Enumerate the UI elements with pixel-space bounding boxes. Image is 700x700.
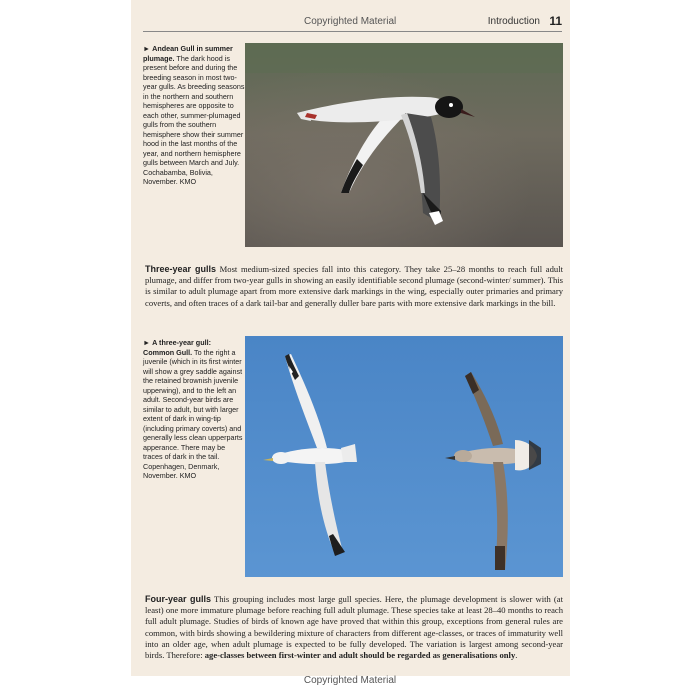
three-year-gulls-heading: Three-year gulls	[145, 264, 217, 274]
andean-gull-photo	[245, 43, 563, 247]
three-year-gulls-text: Most medium-sized species fall into this category. They take 25–28 months to reach full adult plumage, and differ from two-year gulls in showing an easily identifiable second plumage (second-winter/ summer). This is similar to adult plumage apart from more extensive dark markings in the wing, especially outer primaries and primary coverts, and often traces of a dark tail-bar and generally duller bare parts with more extensive dark markings in the bill.	[145, 264, 563, 308]
page-footer-copyright: Copyrighted Material	[303, 675, 397, 686]
three-year-gulls-paragraph	[145, 264, 563, 309]
andean-gull-illustration	[245, 43, 563, 247]
caption-arrow-icon: ►	[143, 44, 151, 53]
header-section-title: Introduction	[487, 16, 540, 27]
header-copyright: Copyrighted Material	[304, 16, 397, 27]
common-gull-photo	[245, 336, 563, 577]
caption-arrow-icon: ►	[143, 338, 151, 347]
four-year-gulls-end: .	[515, 650, 518, 661]
four-year-gulls-heading: Four-year gulls	[145, 594, 211, 604]
header-rule	[143, 31, 562, 32]
figure2-caption-text: To the right a juvenile (which in its first winter will show a grey saddle against the retained brownish juvenile upperwing), and to the left an adult. Second-year birds are similar to adult, but with larger extent of dark in wing-tip (including primary coverts) and generally less clean upperparts apperance. There may be traces of dark in the tail. Copenhagen, Denmark, November. KMO	[143, 347, 243, 480]
figure1-caption	[143, 44, 247, 187]
four-year-gulls-bold-text: age-classes between first-winter and adult should be regarded as generalisations only	[204, 650, 516, 661]
page-header	[131, 14, 570, 32]
figure1-caption-text: The dark hood is present before and during the breeding season in most two-year gulls. As breeding seasons in the northern and southern hemispheres are opposite to each other, summer-plumaged gulls from the southern hemisphere show their summer hood in the last months of the year, and northern hemisphere gulls between March and July. Cochabamba, Bolivia, November. KMO	[143, 53, 245, 186]
figure2-caption-title: A three-year gull: Common Gull.	[143, 338, 211, 357]
page-number: 11	[549, 14, 562, 28]
four-year-gulls-paragraph	[145, 594, 563, 661]
common-gull-illustration	[245, 336, 563, 577]
four-year-gulls-text: This grouping includes most large gull species. Here, the plumage development is slower with (at least) one more immature plumage before reaching full adult plumage. These species take at least 28–40 months to reach full adult plumage. Studies of birds of known age have proved that within this group, exceptions from general rules are common, with birds showing a bewildering mixture of characters from different age-classes, or traces of immaturity well into an older age, when adult plumage is expected to be fully developed. The variation is largest among second-year birds. Therefore:	[145, 594, 563, 661]
book-page	[131, 0, 570, 676]
figure2-caption	[143, 338, 243, 481]
figure1-caption-title: Andean Gull in summer plumage.	[143, 44, 233, 63]
